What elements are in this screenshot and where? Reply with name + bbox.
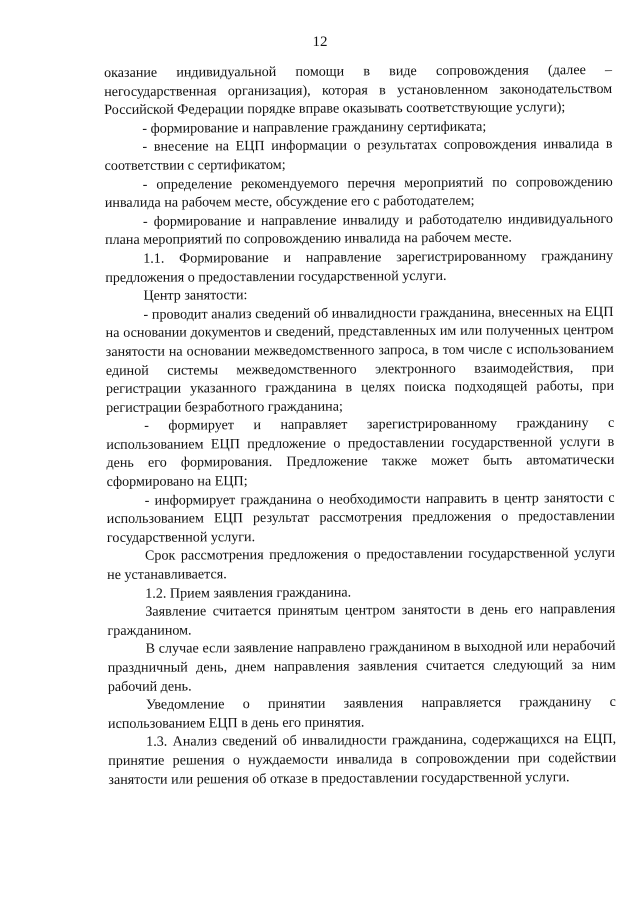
section-heading-1-2: 1.2. Прием заявления гражданина. [145,584,352,602]
document-body [104,61,616,789]
list-item-measures-list: - определение рекомендуемого перечня мероприятий по сопровождению инвалида на рабочем месте, обсуждение его с работодателем; [104,173,613,212]
section-heading-1-1: 1.1. Формирование и направление зарегистрированному гражданину предложения о предоставлении государственной услуги. [105,247,614,286]
employment-center-label: Центр занятости: [143,287,248,304]
paragraph-notification: Уведомление о принятии заявления направляется гражданину с использованием ЕЦП в день его принятия. [107,694,616,732]
paragraph-review-term: Срок рассмотрения предложения о предоставлении государственной услуги не устанавливается. [107,545,616,584]
paragraph-application-accepted: Заявление считается принятым центром занятости в день его направления гражданином. [107,601,616,639]
list-item-ecp-results: - внесение на ЕЦП информации о результатах сопровождения инвалида в соответствии с сертификатом; [104,136,613,174]
section-heading-1-3: 1.3. Анализ сведений об инвалидности гражданина, содержащихся на ЕЦП, принятие решения о нуждаемости инвалида в сопровождении при содействии занятости или решения об отказе в предоставлении государственной услуги. [108,731,617,788]
paragraph-weekend-rule: В случае если заявление направлено гражданином в выходной или нерабочий праздничный день, днем направления заявления считается следующий за ним рабочий день. [107,638,616,695]
list-item-individual-plan: - формирование и направление инвалиду и работодателю индивидуального плана мероприятий по сопровождению инвалида на рабочем месте. [105,210,614,249]
list-item-certificate: - формирование и направление гражданину сертификата; [142,118,487,137]
list-item-inform: - информирует гражданина о необходимости направить в центр занятости с использованием ЕЦП результат рассмотрения предложения о предоставлении государственной услуги. [106,489,615,546]
paragraph-continuation: оказание индивидуальной помощи в виде сопровождения (далее – негосударственная организация), которая в установленном законодательством Российской Федерации порядке вправе оказывать соответствующие услуги); [104,61,613,119]
list-item-offer: - формирует и направляет зарегистрированному гражданину с использованием ЕЦП предложение о предоставлении государственной услуги в день его формирования. Предложение также может быть автоматически сформировано на ЕЦП; [106,415,615,491]
list-item-analysis: - проводит анализ сведений об инвалидности гражданина, внесенных на ЕЦП на основании документов и сведений, представленных им или полученных центром занятости на основании межведомственного запроса, в том числе с использованием единой системы межведомственного электронного взаимодействия, при регистрации указанного гражданина в целях поиска подходящей работы, при регистрации безработного гражданина; [105,303,615,416]
page-number: 12 [312,34,328,50]
